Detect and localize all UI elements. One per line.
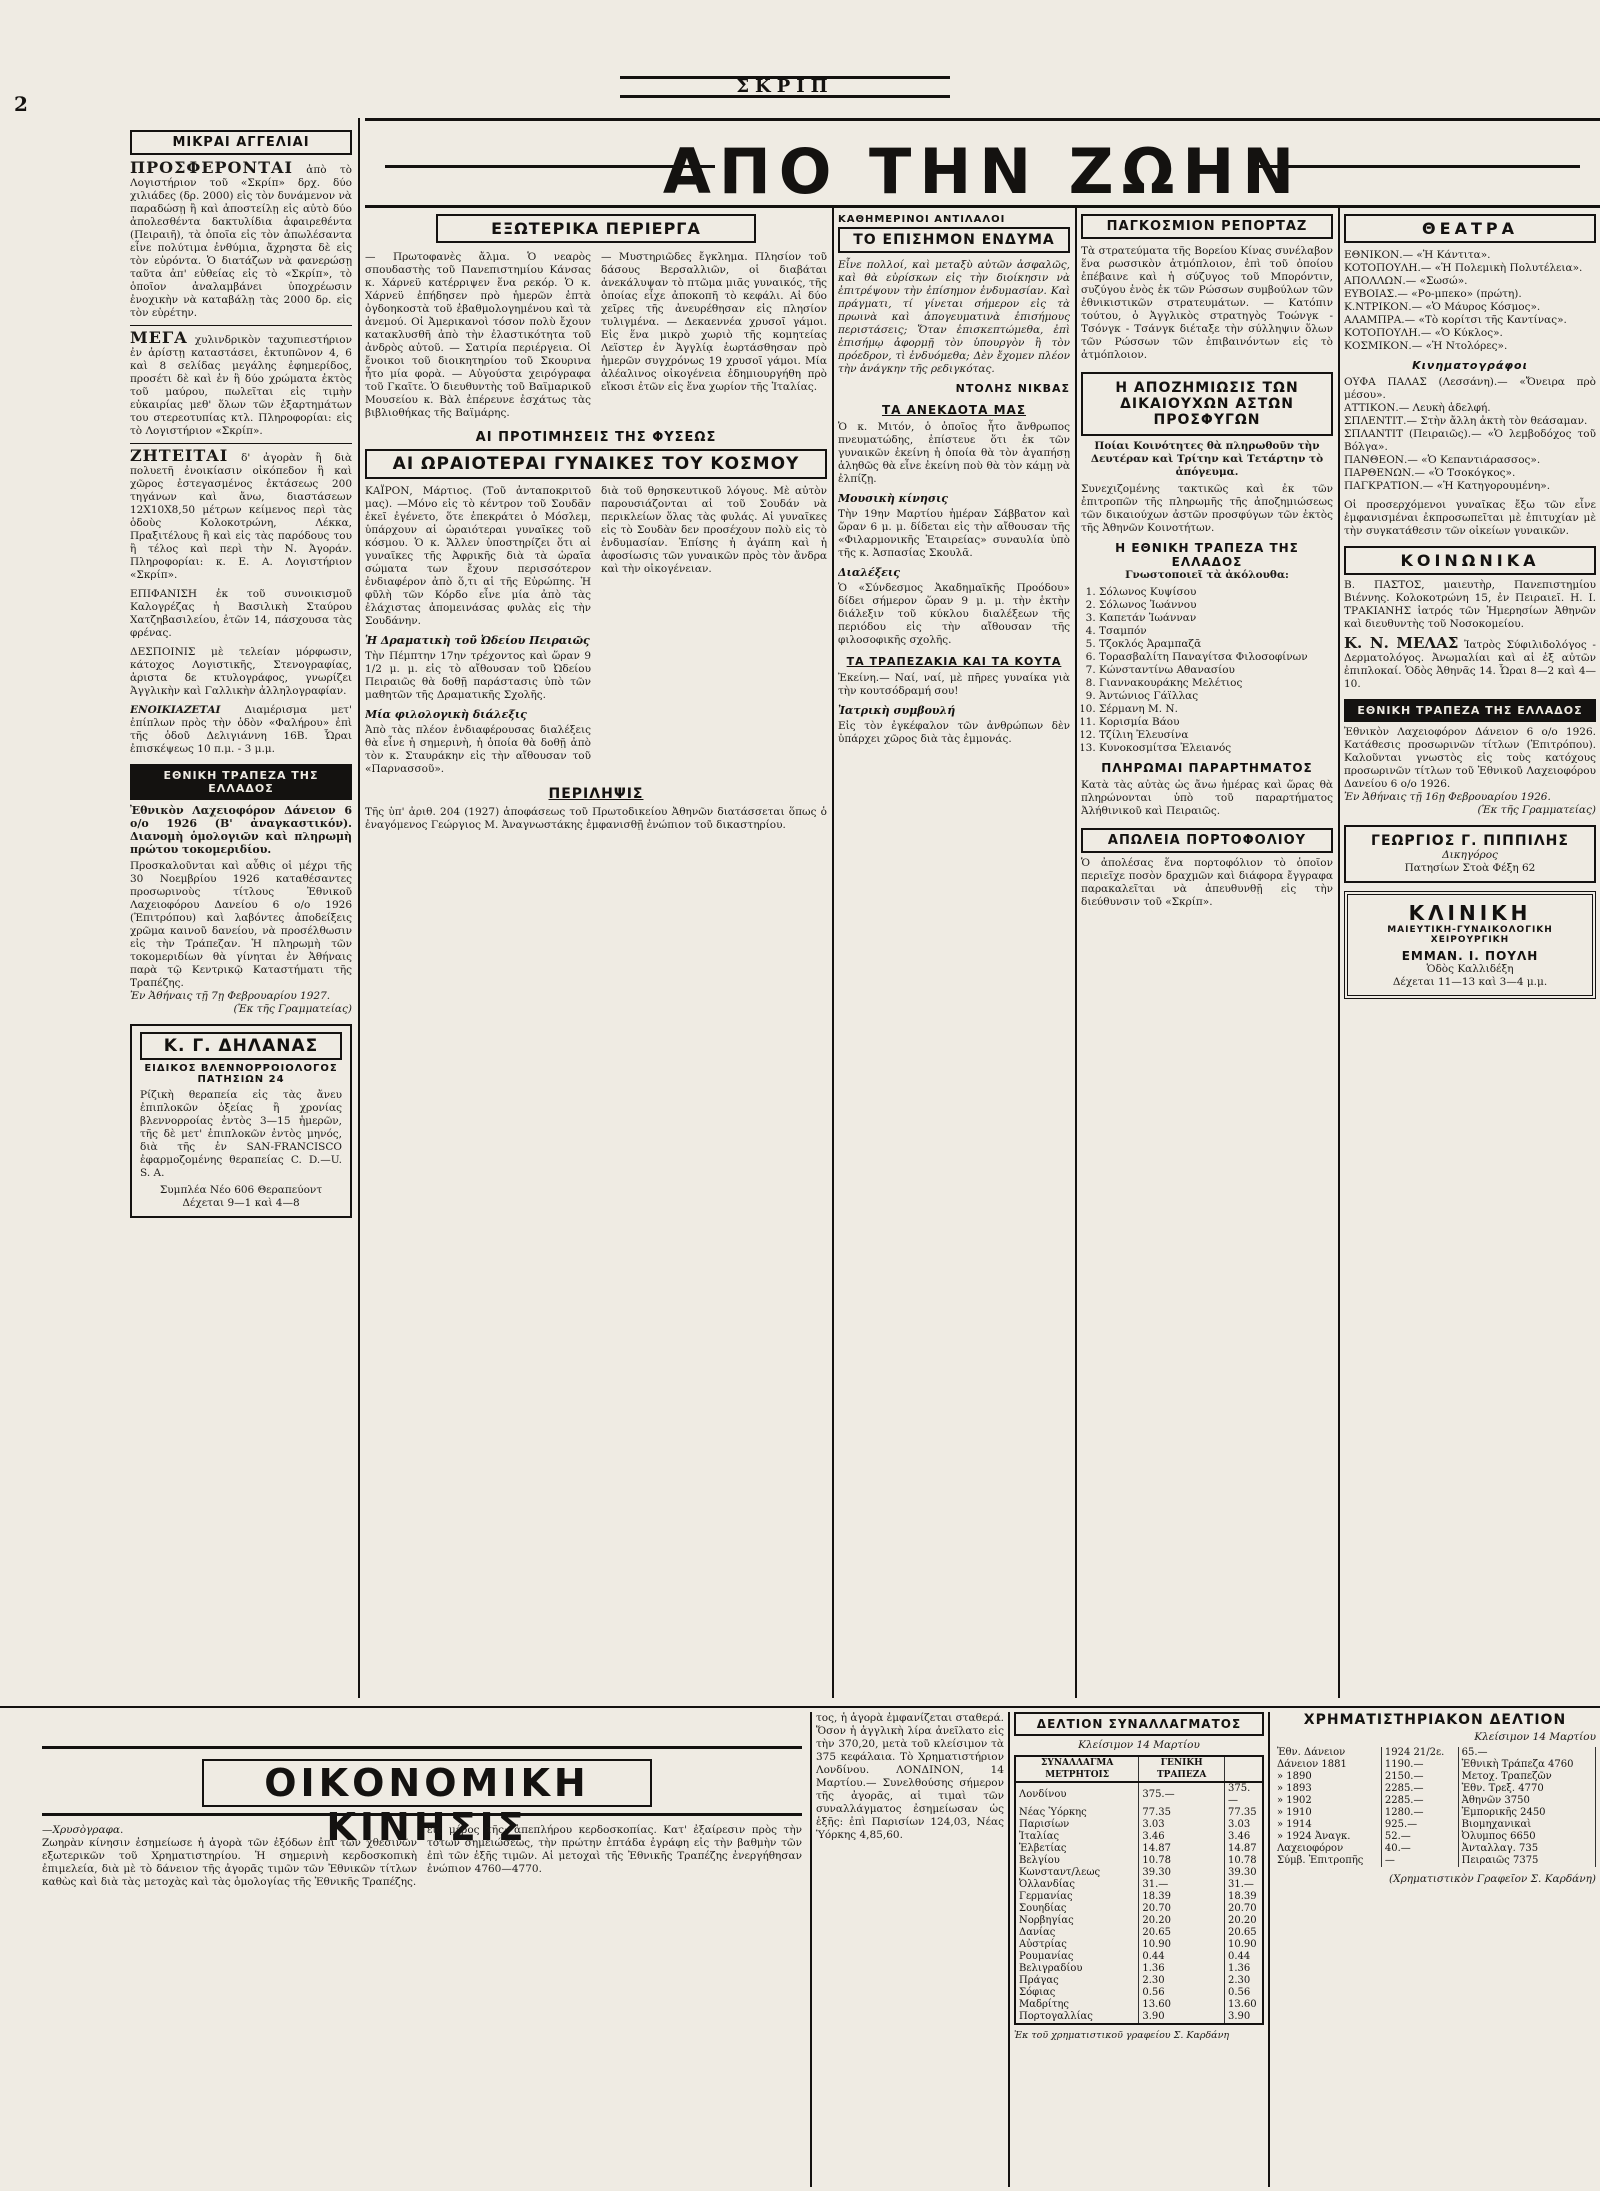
- lecture-title: Μία φιλολογικὴ διάλεξις: [365, 708, 527, 721]
- table-row: [1015, 1987, 1263, 1999]
- economic-title: ΟΙΚΟΝΟΜΙΚΗ ΚΙΝΗΣΙΣ: [202, 1759, 652, 1807]
- theatre-item: ΚΟΣΜΙΚΟΝ.— «Ἡ Ντολόρες».: [1344, 340, 1508, 352]
- cinema-item: ΠΑΡΘΕΝΩΝ.— «Ὁ Τσοκόγκος».: [1344, 467, 1516, 479]
- women-heading: ΑΙ ΩΡΑΙΟΤΕΡΑΙ ΓΥΝΑΙΚΕΣ ΤΟΥ ΚΟΣΜΟΥ: [365, 449, 827, 479]
- bourse-source: (Χρηματιστικὸν Γραφεῖον Σ. Καρδάνη): [1389, 1873, 1596, 1885]
- table-cell: Δανίας: [1015, 1927, 1139, 1939]
- table-cell: 2285.—: [1381, 1783, 1458, 1795]
- table-cell: 1190.—: [1381, 1759, 1458, 1771]
- section-rule: [0, 1706, 1600, 1708]
- table-cell: 10.78: [1139, 1855, 1225, 1867]
- world-report-text: Τὰ στρατεύματα τῆς Βορείου Κίνας συνέλαβον ἕνα ρωσσικὸν ἀτμόπλοιον, ἐπὶ τοῦ ὁποίου ἐπέβαινε καὶ ἡ σύζυγος τοῦ Μπορόντιν, συζύγου ἐνὸς ἐκ τῶν Ρώσσων συμβούλων τῶν ἐθνικιστικῶν στρατευμάτων. — Κατόπιν τούτου, ὁ Ἀγγλικὸς στρατηγὸς Τοώνγκ - Τσόνγκ - Τσάνγκ διέταξε τὴν σύλληψιν ὅλων τῶν Ρώσσων τῶν ἐπιβαινόντων εἰς τὸ ἀτμόπλοιον.: [1081, 245, 1333, 361]
- exchange-source: Ἐκ τοῦ χρηματιστικοῦ γραφείου Σ. Καρδάνη: [1014, 2030, 1230, 2041]
- table-cell: Ἐμπορικῆς 2450: [1458, 1807, 1595, 1819]
- ad-press-title: ΜΕΓΑ: [130, 328, 188, 347]
- table-cell: Ἐθν. Δάνειον: [1274, 1747, 1381, 1759]
- lawyer-name: ΓΕΩΡΓΙΟΣ Γ. ΠΙΠΠΙΛΗΣ: [1371, 833, 1569, 849]
- cinema-item: ΟΥΦΑ ΠΑΛΑΣ (Λεσσάνη).— «Ὄνειρα πρὸ μέσου».: [1344, 376, 1596, 401]
- table-cell: Μαδρίτης: [1015, 1999, 1139, 2011]
- table-row: [1274, 1855, 1596, 1867]
- masthead: ΣΚΡΙΠ: [620, 76, 950, 98]
- divider: [130, 325, 352, 326]
- table-row: [1015, 1867, 1263, 1879]
- column-theatres: [1344, 214, 1596, 1702]
- ad-rent: [130, 704, 352, 756]
- table-row: [1015, 2011, 1263, 2024]
- curiosities-heading: ΕΞΩΤΕΡΙΚΑ ΠΕΡΙΕΡΓΑ: [436, 214, 756, 243]
- table-cell: 13.60: [1225, 1999, 1264, 2011]
- column-classifieds: [130, 130, 352, 1700]
- table-cell: 2285.—: [1381, 1795, 1458, 1807]
- table-cell: 375.—: [1225, 1782, 1264, 1807]
- table-cell: » 1910: [1274, 1807, 1381, 1819]
- table-row: [1274, 1831, 1596, 1843]
- theatre-item: Κ.ΝΤΡΙΚΟΝ.— «Ὁ Μάυρος Κόσμος».: [1344, 301, 1541, 313]
- curiosities-left: — Πρωτοφανὲς ἄλμα. Ὁ νεαρὸς σπουδαστὴς τοῦ Πανεπιστημίου Κάνσας κ. Χάρνεϋ κατέρριψεν ἕνα ρεκόρ. Ὁ κ. Χάρνεϋ ἐπήδησεν πρὸ ἡμερῶν ἐπτὰ ὀγδοηκοστὰ τοῦ ἐβαθμολογημένου καὶ τὰ ἀνεμού. Οἱ Ἀμερικανοὶ τόσον πολὺ ἔχουν κατακλυσθῆ ἀπὸ τὴν ἐλαστικότητα τοῦ ἀνδρὸς αὐτοῦ. — Σατιρία περιέργεια. Οἱ ἔνοικοι τοῦ διοικητηρίου τοῦ Σκουρινα ἦτο μία φορὰ. — Αὐγούστα χειρόγραφα τοῦ Γκαῖτε. Ὁ διευθυντὴς τοῦ Βαϊμαρικοῦ Μουσείου κ. Βὰλ ἐπέρευνε ἐσχάτως τὰς βιβλιοθήκας τῆς Βαϊμάρης.: [365, 251, 591, 419]
- divider: [130, 443, 352, 444]
- table-cell: 3.90: [1225, 2011, 1264, 2024]
- table-row: [1015, 1843, 1263, 1855]
- table-cell: 925.—: [1381, 1819, 1458, 1831]
- beneficiaries-list: [1099, 586, 1333, 755]
- clinic-hours: Δέχεται 11—13 καὶ 3—4 μ.μ.: [1392, 976, 1548, 988]
- lectures-text: Ὁ «Σύνδεσμος Ἀκαδημαϊκῆς Προόδου» δίδει σήμερον ὥραν 9 μ. μ. τὴν ἑκτὴν διάλεξιν τοῦ κύκλου διαλέξεων τῆς περιόδου εἰς τὴν αἴθουσαν τῆς φιλοσοφικῆς σχολῆς.: [838, 582, 1070, 646]
- table-cell: 20.70: [1225, 1903, 1264, 1915]
- bank-date: Ἐν Ἀθήναις τῇ 7ῃ Φεβρουαρίου 1927.: [130, 990, 331, 1002]
- table-cell: Λονδίνου: [1015, 1782, 1139, 1807]
- notice-miss: ΔΕΣΠΟΙΝΙΣ μὲ τελείαν μόρφωσιν, κάτοχος Λογιστικῆς, Στενογραφίας, ἀριστα δε κτυλογράφος, γνωρίζει Ἀγγλικὴν καὶ Γαλλικὴν ἀλληλογραφίαν.: [130, 646, 352, 697]
- table-row: [1015, 1903, 1263, 1915]
- table-row: [1015, 1891, 1263, 1903]
- doctor-melas-text: Ἰατρὸς Σύφιλιδολόγος - Δερματολόγος. Ἀνωμαλίαι καὶ αἱ ἐξ αὐτῶν ἐπιπλοκαί. Ὁδὸς Ἀθηνᾶς 14. Ὧραι 8—2 καὶ 4—10.: [1344, 639, 1596, 690]
- women-body: [365, 485, 827, 776]
- exchange-header-row: [1015, 1756, 1263, 1782]
- table-cell: 65.—: [1458, 1747, 1595, 1759]
- ad-reward: [130, 158, 352, 320]
- table-row: [1015, 1855, 1263, 1867]
- table-cell: » 1914: [1274, 1819, 1381, 1831]
- ad-doctor-melas: [1344, 634, 1596, 691]
- table-cell: 3.46: [1225, 1831, 1264, 1843]
- table-cell: » 1902: [1274, 1795, 1381, 1807]
- table-row: [1274, 1843, 1596, 1855]
- table-row: [1015, 1819, 1263, 1831]
- medical-title: Ἰατρικὴ συμβουλή: [838, 704, 956, 717]
- table-cell: Παρισίων: [1015, 1819, 1139, 1831]
- column-rule: [1075, 208, 1077, 1698]
- clinic-address: Ὁδὸς Καλλιδέξη: [1426, 963, 1514, 975]
- exchange-col-currency: ΣΥΝΑΛΛΑΓΜΑ ΜΕΤΡΗΤΟΙΣ: [1015, 1756, 1139, 1782]
- economic-col-3: [816, 1712, 1004, 2182]
- table-cell: 31.—: [1225, 1879, 1264, 1891]
- lecture-text: Ἀπὸ τὰς πλέον ἐνδιαφέρουσας διαλέξεις θὰ εἶνε ἡ σημερινὴ, ἡ ὁποία θὰ δοθῇ ἀπὸ τὸν κ. Σταυράκην εἰς τὴν αἴθουσαν τοῦ «Παρνασσοῦ».: [365, 724, 591, 775]
- economic-col-1: [42, 1824, 417, 2184]
- ad-reward-text: ἀπὸ τὸ Λογιστήριον τοῦ «Σκρίπ» δρχ. δύο χιλιάδες (δρ. 2000) εἰς τὸν δυνάμενον νὰ παραδώσῃ ἢ καὶ ἀποστείλῃ εἰς αὐτὸ δύο ἀπολεσθέντα δακτυλίδια ἀφαιρεθέντα (Πειραιῆ), τὰ ὁποῖα εἰς τὸν ἀπωλέσαντα εἶνε πολύτιμα ἐνθύμια, ἄχρηστα δὲ εἰς τὸν εὑρόντα. Ὁ διατάζων νὰ φανερώσῃ ταῦτα ἀπ' εὐθείας εἰς τὸ «Σκρίπ», τὸ ὁποῖον ἀναλαμβάνει ὑποχρέωσιν ἐνοχικὴν νὰ καταβάλῃ τὰς 2000 δρ. εἰς τὸν εὑρέτην.: [130, 164, 352, 319]
- payments-heading: ΠΛΗΡΩΜΑΙ ΠΑΡΑΡΤΗΜΑΤΟΣ: [1101, 761, 1313, 775]
- echoes-signature: ΝΤΟΛΗΣ ΝΙΚΒΑΣ: [955, 382, 1070, 395]
- table-cell: Πορτογαλλίας: [1015, 2011, 1139, 2024]
- echoes-label: ΚΑΘΗΜΕΡΙΝΟΙ ΑΝΤΙΛΑΛΟΙ: [838, 214, 1006, 225]
- table-cell: Ἀθηνῶν 3750: [1458, 1795, 1595, 1807]
- list-item: 3. Καπετάν Ἰωάνναν: [1099, 612, 1333, 625]
- list-item: 5. Τζοκλός Ἀραμπαζᾶ: [1099, 638, 1333, 651]
- ad-rent-title: ΕΝΟΙΚΙΑΖΕΤΑΙ: [130, 704, 221, 716]
- women-text: ΚΑΪΡΟΝ, Μάρτιος. (Τοῦ ἀνταποκριτοῦ μας). —Μόνο εἰς τὸ κέντρον τοῦ Σουδᾶν ἐκεῖ ἐγένετο, ὅτε ἐπεκράτει ὁ Μόσλεμ, ὑπάρχουν αἱ ὡραιότεραι γυναῖκες τοῦ κόσμου. Ὁ κ. Ἄλλεν ὑποστηρίζει ὅτι αἱ γυναῖκες τῆς Ἀφρικῆς διὰ τὰ ὡραῖα σώματα των ἔχουν περισσότερον ἐνδιαφέρον ἀπὸ ὅ,τι αἱ τῆς Εὐρώπης. Ἡ φῦλὴ τῶν Κόρδο εἶνε μία ἀπὸ τὰς ἐλάχιστας ἀπομεινάσας φυλὰς εἰς τὴν Σουδάνην.: [365, 485, 591, 627]
- table-cell: Σόφιας: [1015, 1987, 1139, 1999]
- table-cell: 10.90: [1225, 1939, 1264, 1951]
- theatre-item: ΕΘΝΙΚΟΝ.— «Ἡ Κάντιτα».: [1344, 249, 1491, 261]
- theatre-item: ΑΛΑΜΠΡΑ.— «Τὸ κορίτσι τῆς Καντίνας».: [1344, 314, 1567, 326]
- economic-body: [42, 1824, 802, 2184]
- table-cell: 3.03: [1139, 1819, 1225, 1831]
- bank3-date: Ἐν Ἀθήναις τῇ 16ῃ Φεβρουαρίου 1926.: [1344, 791, 1551, 803]
- list-item: 8. Γιαννακουράκης Μελέτιος: [1099, 677, 1333, 690]
- list-item: 1. Σόλωνος Κυψίσου: [1099, 586, 1333, 599]
- women-text-cont: διὰ τοῦ θρησκευτικοῦ λόγους. Μὲ αὐτὸν παρουσιάζονται αἱ τοῦ Σουδάν νὰ περικλείων ὅλας τὰς φυλάς. Αἱ γυναῖκες εἰς τὸ Σουδὰν δεν προσέχουν πολὺ εἰς τὸ ἐνδυμασίαν. Ἐπίσης ἡ ἀγάπη καὶ ἡ ἀφοσίωσις τῶν γυναικῶν πρὸς τὸν ἄνδρα καὶ τὴν οἰκογένειαν.: [601, 485, 827, 575]
- tables-text: Ἐκείνη.— Ναί, ναί, μὲ πῆρες γυναίκα γιὰ τὴν κουτσόδραμή σου!: [838, 672, 1070, 697]
- bank2-subtitle: Γνωστοποιεῖ τὰ ἀκόλουθα:: [1125, 569, 1289, 581]
- odeion-title: Ἡ Δραματικὴ τοῦ Ὠδείου Πειραιῶς: [365, 634, 590, 647]
- list-item: 6. Τορασβαλίτη Παναγίτσα Φιλοσοφίνων: [1099, 651, 1333, 664]
- table-cell: Αὐστρίας: [1015, 1939, 1139, 1951]
- doctor-specialty: ΕΙΔΙΚΟΣ ΒΛΕΝΝΟΡΡΟΙΟΛΟΓΟΣ: [144, 1063, 338, 1074]
- bank-text: Προσκαλοῦνται καὶ αὖθις οἱ μέχρι τῆς 30 Νοεμβρίου 1926 καταθέσαντες προσωρινοὺς τίτλους Ἐθνικοῦ Λαχειοφόρου Δανείου 6 ο/ο 1926 (Ἐπιτρόπου) καὶ λαβόντες ἀποδείξεις χρῶμα καινοῦ δανείου, νὰ προσέλθωσιν εἰς τὴν Τράπεζαν. Ἡ πληρωμὴ τῶν τοκομεριδίων θὰ γίνηται ἐν Ἀθήναις παρὰ τῷ Κεντρικῷ Καταστήματι τῆς Τραπέζης.: [130, 860, 352, 989]
- column-rule: [832, 208, 834, 1698]
- exchange-col-extra: [1225, 1756, 1264, 1782]
- table-row: [1015, 1963, 1263, 1975]
- cinema-item: ΠΑΝΘΕΟΝ.— «Ὁ Κεπαντιάρασσος».: [1344, 454, 1541, 466]
- cinema-item: ΣΠΛΑΝΤΙΤ (Πειραιῶς).— «Ὁ λεμβοδόχος τοῦ Βόλγα».: [1344, 428, 1596, 453]
- table-cell: 2.30: [1225, 1975, 1264, 1987]
- table-cell: 0.44: [1225, 1951, 1264, 1963]
- column-rule: [358, 118, 360, 1698]
- notice-missing: ΕΠΙΦΑΝΙΣΗ ἐκ τοῦ συνοικισμοῦ Καλογρέζας ἡ Βασιλικὴ Σταύρου Χατζηβασιλείου, ἐτῶν 14, πάσχουσα τὰς φρένας.: [130, 588, 352, 639]
- bank3-text: Ἐθνικὸν Λαχειοφόρον Δάνειον 6 ο/ο 1926. Κατάθεσις προσωρινῶν τίτλων (Ἐπιτρόπου). Καλοῦνται γνωστὸς εἰς τοὺς κατόχους προσωρινῶν τίτλων τοῦ Ἐθνικοῦ Λαχειοφόρου Δανείου 6 ο/ο 1926.: [1344, 726, 1596, 790]
- theatre-item: ΚΟΤΟΠΟΥΛΗ.— «Ὁ Κύκλος».: [1344, 327, 1503, 339]
- doctor-address: ΠΑΤΗΣΙΩΝ 24: [197, 1074, 285, 1085]
- list-item: 9. Ἀντώνιος Γάϊλλας: [1099, 690, 1333, 703]
- table-cell: 20.20: [1225, 1915, 1264, 1927]
- table-cell: 13.60: [1139, 1999, 1225, 2011]
- economic-text-3: τος, ἡ ἀγορὰ ἐμφανίζεται σταθερά. Ὅσον ἡ ἀγγλικὴ λίρα ἀνεῖλατο εἰς τὴν 370,20, μετὰ τοῦ κλείσιμον τὰ 375 κεφάλαια. Τὸ Χρηματιστήριον Λονδίνου. ΛΟΝΔΙΝΟΝ, 14 Μαρτίου.— Συνελθούσης σήμερον τῆς ἀγορᾶς, αἱ τιμαὶ τῶν συναλλάγματος ἐσημείωσαν ὡς ἑξῆς: ἐπὶ Παρισίων 124,03, Νέας Ὑόρκης 4,85,60.: [816, 1712, 1004, 1841]
- table-cell: 0.56: [1139, 1987, 1225, 1999]
- table-cell: 20.65: [1225, 1927, 1264, 1939]
- theatres-note: Οἱ προσερχόμενοι γυναῖκας ἔξω τῶν εἶνε ἐμφανισμέναι ἐκπροσωπεῖται μὲ ἐπιτυχίαν μὲ τὴν συγκατάθεσιν τῶν οἰκείων γυναικῶν.: [1344, 499, 1596, 537]
- column-rule: [1338, 208, 1340, 1698]
- table-cell: 10.78: [1225, 1855, 1264, 1867]
- table-row: [1015, 1999, 1263, 2011]
- table-cell: 1.36: [1139, 1963, 1225, 1975]
- lectures-title: Διαλέξεις: [838, 566, 900, 579]
- list-item: 2. Σόλωνος Ἰωάννου: [1099, 599, 1333, 612]
- table-cell: Ρουμανίας: [1015, 1951, 1139, 1963]
- column-rule: [1268, 1712, 1270, 2187]
- ad-doctor: [130, 1024, 352, 1218]
- economic-subtitle: —Χρυσὸγραφα.: [42, 1824, 124, 1836]
- table-cell: 14.87: [1225, 1843, 1264, 1855]
- table-cell: 2150.—: [1381, 1771, 1458, 1783]
- payments-text: Κατὰ τὰς αὐτὰς ὡς ἄνω ἡμέρας καὶ ὥρας θὰ πληρώνονται ὑπὸ τοῦ παραρτήματος Ἀλήθινικοῦ καὶ Πειραιῶς.: [1081, 779, 1333, 817]
- world-report-heading: ΠΑΓΚΟΣΜΙΟΝ ΡΕΠΟΡΤΑΖ: [1081, 214, 1333, 239]
- column-world-report: [1081, 214, 1333, 1702]
- refugees-text: Συνεχιζομένης τακτικῶς καὶ ἐκ τῶν ἐπιτροπῶν τῆς πληρωμῆς τῆς ἀποζημιώσεως τῶν δικαιούχων ἀστῶν προσφύγων τῶν ἐκτὸς τῆς Ἀθηνῶν Κοινοτήτων.: [1081, 483, 1333, 534]
- social-heading: ΚΟΙΝΩΝΙΚΑ: [1344, 546, 1596, 575]
- table-cell: 20.70: [1139, 1903, 1225, 1915]
- table-cell: 3.46: [1139, 1831, 1225, 1843]
- doctor-name: Κ. Γ. ΔΗΛΑΝΑΣ: [140, 1032, 342, 1060]
- ad-reward-title: ΠΡΟΣΦΕΡΟΝΤΑΙ: [130, 158, 293, 177]
- table-cell: 14.87: [1139, 1843, 1225, 1855]
- theatre-item: ΕΥΒΟΙΑΣ.— «Ρο-μπεκο» (πρώτη).: [1344, 288, 1522, 300]
- table-row: [1015, 1807, 1263, 1819]
- theatres-list: [1344, 249, 1596, 353]
- perilipsi-text: Τῆς ὑπ' ἀριθ. 204 (1927) ἀποφάσεως τοῦ Πρωτοδικείου Ἀθηνῶν διατάσσεται ὅπως ὁ ἐναγόμενος Γεώργιος Μ. Ἀναγνωστάκης ἐμφανισθῇ ἐνώπιον τοῦ δικαστηρίου.: [365, 806, 827, 831]
- table-cell: Βιομηχανικαὶ: [1458, 1819, 1595, 1831]
- table-cell: Νέας Ὑόρκης: [1015, 1807, 1139, 1819]
- table-row: [1274, 1795, 1596, 1807]
- clinic-title: ΚΛΙΝΙΚΗ: [1408, 901, 1532, 925]
- social-text: Β. ΠΑΣΤΟΣ, μαιευτὴρ, Πανεπιστημίου Βιέννης. Κολοκοτρώνη 15, ἐν Πειραιεῖ. Η. Ι. ΤΡΑΚΙΑΝΗΣ ἰατρός τῶν Ἡμερησίων Ἀθηνῶν καὶ διευθυντὴς τοῦ Νοσοκομείου.: [1344, 579, 1596, 630]
- lawyer-role: Δικηγόρος: [1442, 849, 1498, 861]
- table-row: [1015, 1831, 1263, 1843]
- table-row: [1015, 1879, 1263, 1891]
- table-cell: 20.65: [1139, 1927, 1225, 1939]
- table-cell: 39.30: [1139, 1867, 1225, 1879]
- anecdotes-text: Ὁ κ. Μιτόν, ὁ ὁποῖος ἦτο ἄνθρωπος πνευματώδης, ἐπίστευε ὅτι ἐκ τῶν γυναικῶν ἐκείνη ἡ ὁποία θὰ τὸν ἀγαπήσῃ ἀληθῶς θὰ εἶνε ἐκείνη ποὺ θὰ τὸν κάμῃ νὰ ἐλπίζῃ.: [838, 421, 1070, 485]
- ad-wanted: [130, 446, 352, 582]
- table-cell: Πράγας: [1015, 1975, 1139, 1987]
- refugees-heading: Η ΑΠΟΖΗΜΙΩΣΙΣ ΤΩΝ ΔΙΚΑΙΟΥΧΩΝ ΑΣΤΩΝ ΠΡΟΣΦΥΓΩΝ: [1115, 380, 1299, 428]
- table-cell: 3.90: [1139, 2011, 1225, 2024]
- table-cell: —: [1381, 1855, 1458, 1867]
- column-rule: [1008, 1712, 1010, 2187]
- table-row: [1274, 1771, 1596, 1783]
- table-cell: 39.30: [1225, 1867, 1264, 1879]
- curiosities-right: — Μυστηριῶδες ἔγκλημα. Πλησίον τοῦ δάσους Βερσαλλιῶν, οἱ διαβάται ἀνεκάλυψαν τὸ πτῶμα μιᾶς γυναικός, τῆς ὁποίας εἶχε ἀποκοπῆ τὸ κεφάλι. Αἱ δύο χεῖρες τῆς ἀνευρέθησαν εἰς πλησίον τυλιγμένα. — Δεκαεννέα χρυσοῖ γάμοι. Εἰς ἕνα μικρὸ χωριὸ τῆς κομητείας Λεϊστερ ἐν Ἀγγλίᾳ ἑωρτάσθησαν πρὸ ἡμερῶν συγχρόνως 19 χρυσοῖ γάμοι. Μία ἀλέαλινος οἰκογένεια ἐδημιουργήθη πρὸ εἴκοσι ἐτῶν εἰς ἕνα χωρίον τῆς Ἰταλίας.: [601, 251, 827, 393]
- exchange-rows: [1015, 1782, 1263, 2024]
- theatre-item: ΑΠΟΛΛΩΝ.— «Σωσώ».: [1344, 275, 1468, 287]
- cinemas-heading: Κινηματογράφοι: [1412, 359, 1528, 372]
- table-cell: 3.03: [1225, 1819, 1264, 1831]
- table-cell: 77.35: [1225, 1807, 1264, 1819]
- table-row: [1274, 1783, 1596, 1795]
- formal-dress-heading: ΤΟ ΕΠΙΣΗΜΟΝ ΕΝΔΥΜΑ: [838, 227, 1070, 253]
- column-rule: [810, 1712, 812, 2187]
- women-col-right: [601, 485, 827, 776]
- table-cell: Σουηδίας: [1015, 1903, 1139, 1915]
- banner: [365, 118, 1600, 208]
- table-cell: Σύμβ. Ἐπιτροπῆς: [1274, 1855, 1381, 1867]
- table-cell: » 1893: [1274, 1783, 1381, 1795]
- bourse-date: Κλείσιμον 14 Μαρτίου: [1474, 1731, 1596, 1743]
- women-col-left: [365, 485, 591, 776]
- table-cell: Ὀλλανδίας: [1015, 1879, 1139, 1891]
- odeion-text: Τὴν Πέμπτην 17ην τρέχοντος καὶ ὥραν 9 1/2 μ. μ. εἰς τὸ αἴθουσαν τοῦ Ὠδείου Πειραιῶς θὰ δοθῇ παράστασις ὑπὸ τῶν μαθητῶν τῆς Δραματικῆς Σχολῆς.: [365, 650, 591, 701]
- ad-press-text: χυλινδρικὸν ταχυπιεστήριον ἐν ἀρίστῃ καταστάσει, ἐκτυπῶνον 4, 6 καὶ 8 σελίδας μεγάλης ἐφημερίδος, προσέτι δὲ καὶ ἐν ἢ δύο χρώματα ἐκτὸς τοῦ μαύρου, πωλεῖται εἰς τιμὴν εὐκαιρίας μεθ' ὅλων τῶν ἐξαρτημάτων του στερεοτυπίας κτλ. Πληροφορίαι: εἰς τὸ Λογιστήριον «Σκρίπ».: [130, 334, 352, 437]
- bourse-table: [1274, 1747, 1596, 1867]
- table-cell: » 1890: [1274, 1771, 1381, 1783]
- exchange-heading: ΔΕΛΤΙΟΝ ΣΥΝΑΛΛΑΓΜΑΤΟΣ: [1014, 1712, 1264, 1736]
- table-cell: 52.—: [1381, 1831, 1458, 1843]
- exchange-col-bank: ΓΕΝΙΚΗ ΤΡΑΠΕΖΑ: [1139, 1756, 1225, 1782]
- economic-col-2: εἰς μέρος τῆς: ἀπεπλήρου κερδοσκοπίας. Κατ' ἐξαίρεσιν πρὸς τὴν τότων σημειώσεως, τὴν πρώτην ἐπτάδα ἐγράφη εἰς τὴν βαθμὴν τῶν ἐπὶ τῶν ἑξῆς τιμῶν. Αἱ μετοχαὶ τῆς Ἐθνικῆς Τραπέζης ἐνεργήθησαν ἐνώπιον 4760—4770.: [427, 1824, 802, 1875]
- ad-wanted-title: ΖΗΤΕΙΤΑΙ: [130, 446, 229, 465]
- table-cell: » 1924 Ἀναγκ.: [1274, 1831, 1381, 1843]
- economic-text: Ζωηρὰν κίνησιν ἐσημείωσε ἡ ἀγορὰ τῶν ἐξόδων ἐπὶ τῶν χθεσινῶν εξωτερικῶν τοῦ Χρηματιστηρίου. Ἡ σημερινὴ κερδοσκοπικὴ ἐπιμελεία, διὰ μὲ τὸ δάνειον τῆς ἀγορᾶς τιμῶν τῶν Ἐθνικῶν τίτλων καθὼς καὶ διὰ τὰς μετοχὰς καὶ τὰς ὁμολογίας τῆς Ἐθνικῆς Τραπέζης.: [42, 1837, 417, 1888]
- table-cell: 1280.—: [1381, 1807, 1458, 1819]
- table-row: [1015, 1939, 1263, 1951]
- medical-text: Εἰς τὸν ἐγκέφαλον τῶν ἀνθρώπων δὲν ὑπάρχει χῶρος διὰ τὰς ἐμμονάς.: [838, 720, 1070, 745]
- refugees-subtitle: Ποίαι Κοινότητες θὰ πληρωθοῦν τὴν Δευτέραν καὶ Τρίτην καὶ Τετάρτην τὸ ἀπόγευμα.: [1090, 440, 1324, 478]
- table-cell: 31.—: [1139, 1879, 1225, 1891]
- table-cell: Ὀλυμπος 6650: [1458, 1831, 1595, 1843]
- table-cell: Ἑλβετίας: [1015, 1843, 1139, 1855]
- table-cell: 20.20: [1139, 1915, 1225, 1927]
- refugees-box: [1081, 372, 1333, 436]
- list-item: 4. Τσαμπόν: [1099, 625, 1333, 638]
- ad-clinic: [1344, 891, 1596, 999]
- table-cell: Βελγίου: [1015, 1855, 1139, 1867]
- table-cell: Νορβηγίας: [1015, 1915, 1139, 1927]
- cinema-item: ΠΑΓΚΡΑΤΙΟΝ.— «Ἡ Κατηγορουμένη».: [1344, 480, 1551, 492]
- nature-heading: ΑΙ ΠΡΟΤΙΜΗΣΕΙΣ ΤΗΣ ΦΥΣΕΩΣ: [475, 430, 717, 445]
- perilipsi-heading: ΠΕΡΙΛΗΨΙΣ: [548, 786, 644, 802]
- table-cell: Γερμανίας: [1015, 1891, 1139, 1903]
- list-item: 10. Σέρμανη Μ. Ν.: [1099, 703, 1333, 716]
- table-cell: 1.36: [1225, 1963, 1264, 1975]
- table-cell: Ἐθν. Τρεξ. 4770: [1458, 1783, 1595, 1795]
- wallet-loss-text: Ὁ ἀπολέσας ἕνα πορτοφόλιον τὸ ὁποῖον περιεῖχε ποσὸν δραχμῶν καὶ διάφορα ἔγγραφα παρακαλεῖται νὰ ἀπευθυνθῇ εἰς τὴν διεύθυνσιν τοῦ «Σκρίπ».: [1081, 857, 1333, 908]
- theatres-heading: ΘΕΑΤΡΑ: [1344, 214, 1596, 243]
- cinema-item: ΣΠΛΕΝΤΙΤ.— Στὴν ἄλλη ἀκτὴ τὸν θεάσαμαν.: [1344, 415, 1588, 427]
- cinema-item: ΑΤΤΙΚΟΝ.— Λευκὴ ἀδελφή.: [1344, 402, 1491, 414]
- bank2-heading: Η ΕΘΝΙΚΗ ΤΡΑΠΕΖΑ ΤΗΣ ΕΛΛΑΔΟΣ: [1115, 541, 1299, 569]
- table-row: [1274, 1759, 1596, 1771]
- table-row: [1015, 1975, 1263, 1987]
- table-row: [1274, 1819, 1596, 1831]
- table-cell: Δάνειον 1881: [1274, 1759, 1381, 1771]
- bourse-heading: ΧΡΗΜΑΤΙΣΤΗΡΙΑΚΟΝ ΔΕΛΤΙΟΝ: [1303, 1712, 1567, 1728]
- bank3-sign: (Ἐκ τῆς Γραμματείας): [1477, 804, 1596, 816]
- doctor-text: Ρίζικὴ θεραπεία εἰς τὰς ἄνευ ἐπιπλοκῶν ὀξείας ἢ χρονίας βλεννορροίας ἐντὸς 3—15 ἡμερῶν, τῆς δὲ μετ' ἐπιπλοκῶν ἐντὸς μηνός, διὰ τῆς ἐν SAN-FRANCISCO ἐφαρμοζομένης θεραπείας C. D.—U. S. A.: [140, 1089, 342, 1179]
- table-cell: 375.—: [1139, 1782, 1225, 1807]
- theatre-item: ΚΟΤΟΠΟΥΛΗ.— «Ἡ Πολεμικὴ Πολυτέλεια».: [1344, 262, 1583, 274]
- table-cell: Βελιγραδίου: [1015, 1963, 1139, 1975]
- table-cell: 0.44: [1139, 1951, 1225, 1963]
- list-item: 12. Τζίλιη Ἐλευσίνα: [1099, 729, 1333, 742]
- table-cell: Κωνσταντ/λεως: [1015, 1867, 1139, 1879]
- table-cell: Μετοχ. Τραπεζῶν: [1458, 1771, 1595, 1783]
- table-cell: Ἀνταλλαγ. 735: [1458, 1843, 1595, 1855]
- curiosities-body: [365, 251, 827, 420]
- table-row: [1274, 1747, 1596, 1759]
- table-cell: 10.90: [1139, 1939, 1225, 1951]
- table-row: [1274, 1807, 1596, 1819]
- ad-wanted-text: δ' ἀγορὰν ἢ διὰ πολυετῆ ἐνοικίασιν οἰκόπεδον ἢ καὶ χῶρος ἐστεγασμένος ἐκτάσεως 200 τηγάνων καὶ ἄνω, διαστάσεων 12Χ10Χ8,50 μέτρων κείμενος περὶ τὰς ὁδοὺς Κολοκοτρώνη, Λέκκα, Πραξιτέλους ἢ καὶ εἰς τὰς παρόδους του ἢ τέλος καὶ περὶ τὴν Ν. Ἀγοράν. Πληροφορίαι: κ. Ε. Α. Λογιστήριον «Σκρίπ».: [130, 452, 352, 581]
- banner-title: ΑΠΟ ΤΗΝ ΖΩΗΝ: [662, 135, 1303, 208]
- lawyer-address: Πατησίων Στοὰ Φέξη 62: [1404, 862, 1536, 874]
- bank3-heading: ΕΘΝΙΚΗ ΤΡΑΠΕΖΑ ΤΗΣ ΕΛΛΑΔΟΣ: [1344, 699, 1596, 722]
- cinemas-list: [1344, 376, 1596, 493]
- ad-lawyer: [1344, 825, 1596, 883]
- bank-sign: (Ἐκ τῆς Γραμματείας): [233, 1003, 352, 1015]
- table-cell: Πειραιῶς 7375: [1458, 1855, 1595, 1867]
- bank-heading: ΕΘΝΙΚΗ ΤΡΑΠΕΖΑ ΤΗΣ ΕΛΛΑΔΟΣ: [130, 764, 352, 800]
- table-cell: 2.30: [1139, 1975, 1225, 1987]
- exchange-bulletin: [1014, 1712, 1264, 2187]
- exchange-date: Κλείσιμον 14 Μαρτίου: [1078, 1739, 1200, 1751]
- clinic-subtitle: ΜΑΙΕΥΤΙΚΗ-ΓΥΝΑΙΚΟΛΟΓΙΚΗ ΧΕΙΡΟΥΡΓΙΚΗ: [1387, 925, 1553, 945]
- classifieds-heading: ΜΙΚΡΑΙ ΑΓΓΕΛΙΑΙ: [130, 130, 352, 155]
- exchange-table: [1014, 1755, 1264, 2025]
- bank-subtitle: Ἐθνικὸν Λαχειοφόρον Δάνειον 6 ο/ο 1926 (Β' ἀναγκαστικόν). Διανομὴ ὁμολογιῶν καὶ πληρωμὴ πρώτου τοκομεριδίου.: [130, 804, 352, 856]
- clinic-doctor: ΕΜΜΑΝ. Ι. ΠΟΥΛΗ: [1401, 949, 1539, 963]
- table-cell: Λαχειοφόρον: [1274, 1843, 1381, 1855]
- ad-press: [130, 328, 352, 438]
- table-cell: Ἐθνικὴ Τράπεζα 4760: [1458, 1759, 1595, 1771]
- table-cell: Ἰταλίας: [1015, 1831, 1139, 1843]
- formal-dress-text: Εἶνε πολλοί, καὶ μεταξὺ αὐτῶν ἀσφαλῶς, καὶ θὰ εὑρίσκων εἰς τὴν διοίκησιν νὰ ἐπιτρέψουν τὴν ἐπίσημον ἐνδυμασίαν. Καὶ πράγματι, τί γίνεται σήμερον εἰς τὰ πρωινὰ καὶ ἀπογευματινὰ ἐπισήμους περιστάσεις; Ὅταν ἐπισκεπτώμεθα, ἐπὶ ἐπισήμῳ ἀφορμῇ τὸν ὑπουργὸν ἢ τὸν πρόεδρον, τὶ ἐνδυόμεθα; Δὲν ἔχομεν πλέον τὴν ἀνάγκην τῆς ρεδιγκότας.: [838, 259, 1070, 375]
- bourse-bulletin: [1274, 1712, 1596, 2187]
- wallet-loss-heading: ΑΠΩΛΕΙΑ ΠΟΡΤΟΦΟΛΙΟΥ: [1081, 828, 1333, 853]
- list-item: 7. Κώνσταντίνω Αθανασίου: [1099, 664, 1333, 677]
- bourse-rows: [1274, 1747, 1596, 1867]
- table-cell: 18.39: [1139, 1891, 1225, 1903]
- page-number: 2: [14, 92, 28, 116]
- anecdotes-heading: ΤΑ ΑΝΕΚΔΟΤΑ ΜΑΣ: [881, 403, 1027, 417]
- list-item: 13. Κυνοκοσμίτσα Ἐλειανός: [1099, 742, 1333, 755]
- table-cell: 40.—: [1381, 1843, 1458, 1855]
- table-cell: 1924 21/2ε.: [1381, 1747, 1458, 1759]
- column-foreign-curiosities: [365, 214, 827, 1702]
- table-cell: 77.35: [1139, 1807, 1225, 1819]
- table-row: [1015, 1927, 1263, 1939]
- table-row: [1015, 1951, 1263, 1963]
- table-cell: 18.39: [1225, 1891, 1264, 1903]
- table-cell: 0.56: [1225, 1987, 1264, 1999]
- music-text: Τὴν 19ην Μαρτίου ἡμέραν Σάββατον καὶ ὥραν 6 μ. μ. δίδεται εἰς τὴν αἴθουσαν τῆς «Φιλαρμονικῆς Ἑταιρείας» συναυλία ὑπὸ τῆς κ. Ἀσπασίας Σκουλᾶ.: [838, 508, 1070, 559]
- table-row: [1015, 1915, 1263, 1927]
- doctor-melas-name: Κ. Ν. ΜΕΛΑΣ: [1344, 634, 1459, 652]
- doctor-hours: Συμπλέα Νέο 606 Θεραπεύοντ Δέχεται 9—1 καὶ 4—8: [159, 1184, 323, 1209]
- column-daily-echoes: [838, 214, 1070, 1702]
- ad-rent-text: Διαμέρισμα μετ' ἐπίπλων πρὸς τὴν ὁδὸν «Φαλήρου» ἐπὶ τῆς ὁδοῦ Δελιγιάννη 16Β. Ὧραι ἐπισκέψεως 10 π.μ. - 3 μ.μ.: [130, 704, 352, 755]
- music-title: Μουσικὴ κίνησις: [838, 492, 948, 505]
- list-item: 11. Κορισμία Βάου: [1099, 716, 1333, 729]
- tables-heading: ΤΑ ΤΡΑΠΕΖΑΚΙΑ ΚΑΙ ΤΑ ΚΟΥΤΑ: [846, 655, 1062, 668]
- table-row: [1015, 1782, 1263, 1807]
